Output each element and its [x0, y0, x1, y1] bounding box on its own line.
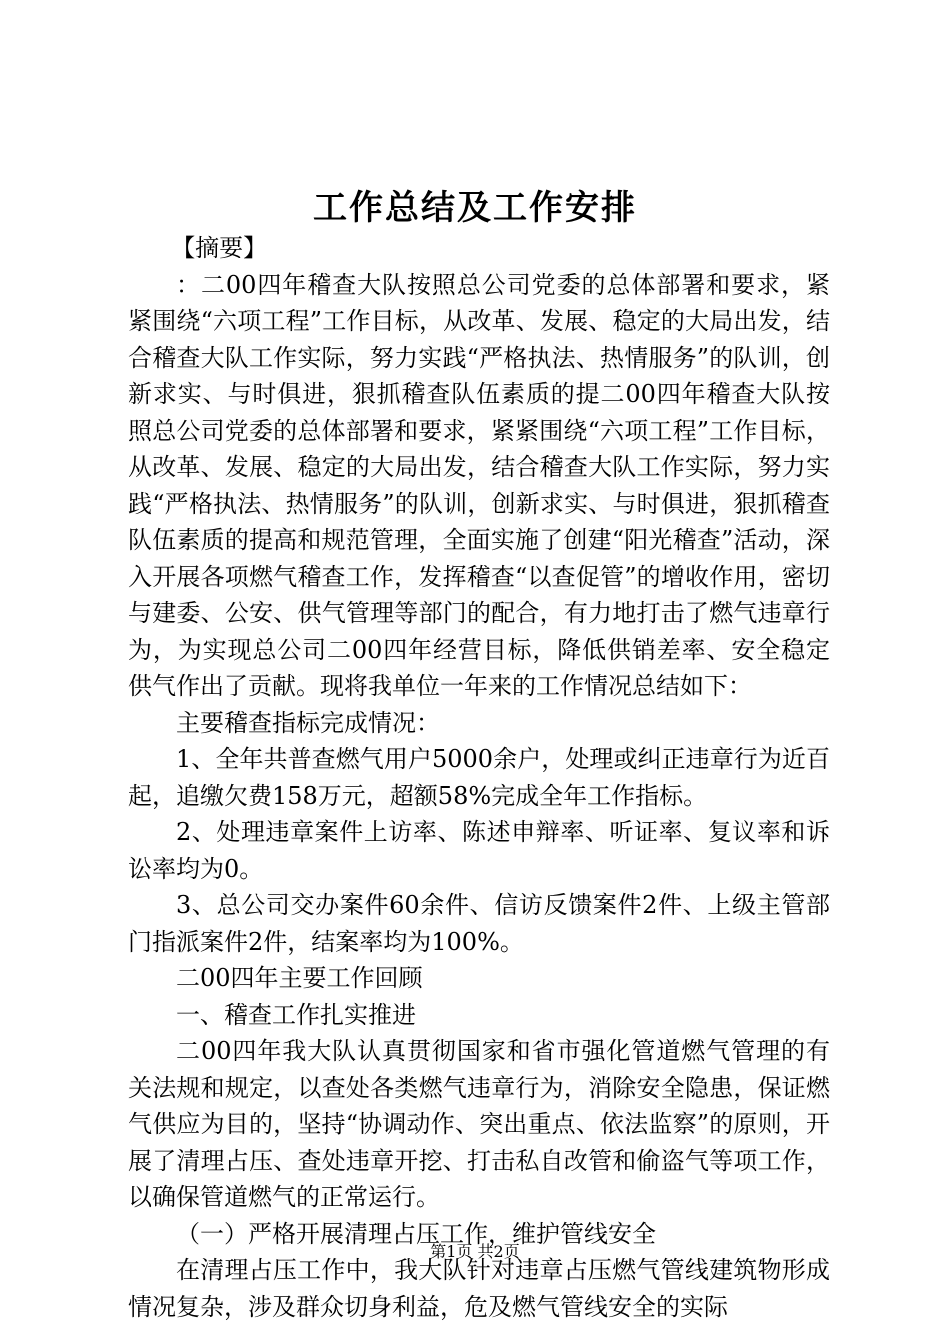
paragraph-subsection-1-heading: （一）严格开展清理占压工作，维护管线安全: [176, 1219, 656, 1248]
document-body: [128, 230, 830, 1325]
paragraph-summary: ：二00四年稽查大队按照总公司党委的总体部署和要求，紧紧围绕“六项工程”工作目标，从改革、发展、稳定的大局出发，结合稽查大队工作实际，努力实践“严格执法、热情服务”的队训，创新求实、与时俱进，狠抓稽查队伍素质的提二00四年稽查大队按照总公司党委的总体部署和要求，紧紧围绕“六项工程”工作目标，从改革、发展、稳定的大局出发，结合稽查大队工作实际，努力实践“严格执法、热情服务”的队训，创新求实、与时俱进，狠抓稽查队伍素质的提高和规范管理，全面实施了创建“阳光稽查”活动，深入开展各项燃气稽查工作，发挥稽查“以查促管”的增收作用，密切与建委、公安、供气管理等部门的配合，有力地打击了燃气违章行为，为实现总公司二00四年经营目标，降低供销差率、安全稳定供气作出了贡献。现将我单位一年来的工作情况总结如下：: [128, 270, 830, 700]
paragraph-section-1-body: 二00四年我大队认真贯彻国家和省市强化管道燃气管理的有关法规和规定，以查处各类燃气违章行为，消除安全隐患，保证燃气供应为目的，坚持“协调动作、突出重点、依法监察”的原则，开展了清理占压、查处违章开挖、打击私自改管和偷盗气等项工作，以确保管道燃气的正常运行。: [128, 1037, 830, 1211]
page-footer: 第1页 共2页: [430, 1242, 520, 1261]
document-title: 工作总结及工作安排: [313, 188, 637, 228]
summary-heading: 【摘要】: [171, 234, 268, 262]
paragraph-review-heading: 二00四年主要工作回顾: [176, 964, 423, 992]
paragraph-indicator-3: 3、总公司交办案件60余件、信访反馈案件2件、上级主管部门指派案件2件，结案率均为100%。: [128, 891, 830, 956]
paragraph-indicator-1: 1、全年共普查燃气用户5000余户，处理或纠正违章行为近百起，追缴欠费158万元，超额58%完成全年工作指标。: [128, 745, 830, 810]
paragraph-indicator-2: 2、处理违章案件上访率、陈述申辩率、听证率、复议率和诉讼率均为0。: [128, 818, 830, 883]
paragraph-subsection-1-body: 在清理占压工作中，我大队针对违章占压燃气管线建筑物形成情况复杂，涉及群众切身利益，危及燃气管线安全的实际: [128, 1256, 830, 1321]
paragraph-indicators-heading: 主要稽查指标完成情况：: [176, 708, 440, 737]
paragraph-section-1-heading: 一、稽查工作扎实推进: [176, 1000, 416, 1029]
